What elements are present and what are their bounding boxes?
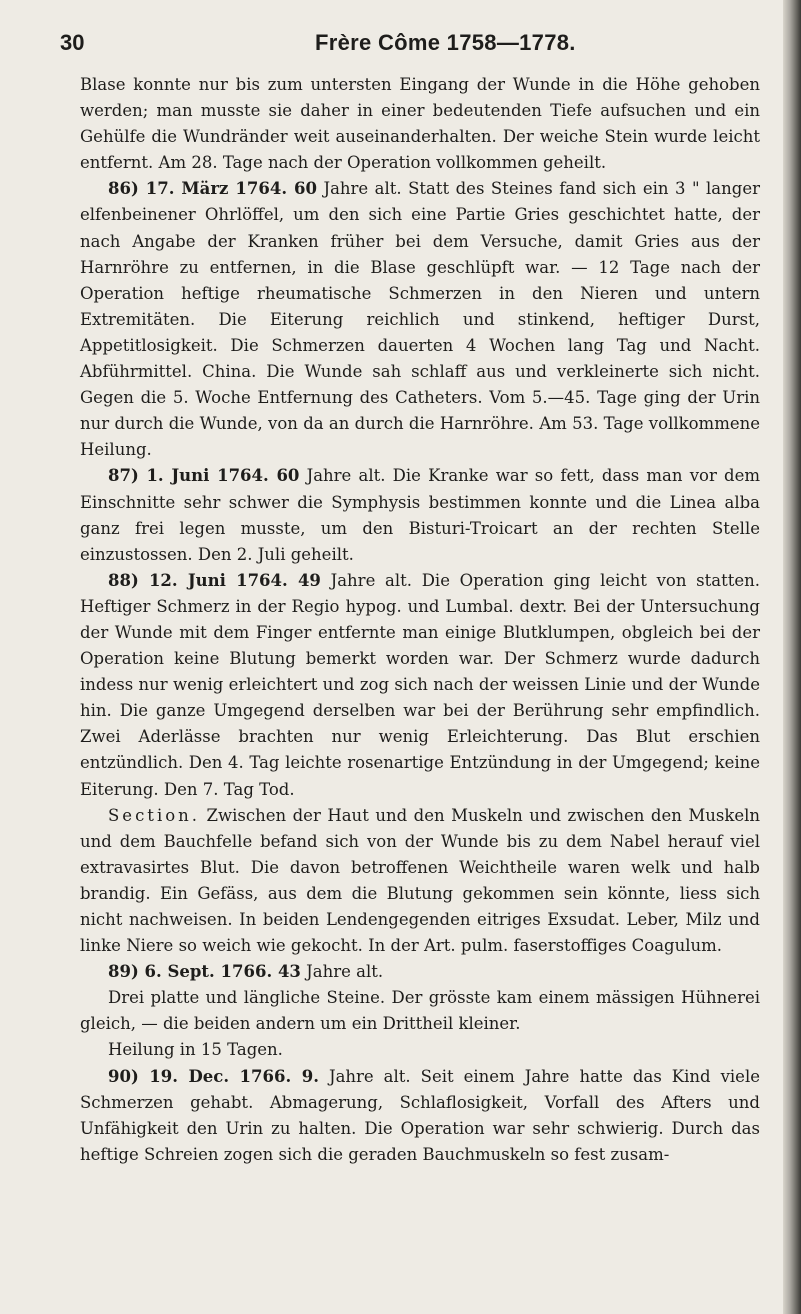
case-heading: 86) 17. März 1764. 60 <box>108 179 317 199</box>
section-autopsy <box>80 803 760 960</box>
case-entry-88 <box>80 568 760 803</box>
page-body <box>80 72 760 1168</box>
paragraph-stones <box>80 985 760 1037</box>
section-label: Section. <box>108 805 201 825</box>
running-title: Frère Côme 1758—1778. <box>315 30 576 55</box>
paragraph-text: Jahre alt. Statt des Steines fand sich ein 3 " langer elfenbeinener Ohrlöffel, um den sich eine Partie Gries geschichtet hatte, der nach Angabe der Kranken früher bei dem Versuche, damit Gries aus der Harnröhre zu entfernen, in die Blase geschlüpft war. — 12 Tage nach der Operation heftige rheumatische Schmerzen in den Nieren und untern Extremitäten. Die Eiterung reichlich und stinkend, heftiger Durst, Appetitlosigkeit. Die Schmerzen dauerten 4 Wochen lang Tag und Nacht. Abführmittel. China. Die Wunde sah schlaff aus und verkleinerte sich nicht. Gegen die 5. Woche Entfernung des Catheters. Vom 5.—45. Tage ging der Urin nur durch die Wunde, von da an durch die Harnröhre. Am 53. Tage vollkommene Heilung. <box>80 179 760 460</box>
paragraph-text: Jahre alt. Die Operation ging leicht von statten. Heftiger Schmerz in der Regio hypog. und Lumbal. dextr. Bei der Untersuchung der Wunde mit dem Finger entfernte man einige Blutklumpen, obgleich bei der Operation keine Blutung bemerkt worden war. Der Schmerz wurde dadurch indess nur wenig erleichtert und zog sich nach der weissen Linie und der Wunde hin. Die ganze Umgegend derselben war bei der Berührung sehr empfindlich. Zwei Aderlässe brachten nur wenig Erleichterung. Das Blut erschien entzündlich. Den 4. Tag leichte rosenartige Entzündung in der Umgegend; keine Eiterung. Den 7. Tag Tod. <box>80 570 760 799</box>
case-entry-87 <box>80 463 760 567</box>
paragraph-healing <box>80 1037 760 1063</box>
case-heading: 87) 1. Juni 1764. 60 <box>108 466 300 486</box>
page-number: 30 <box>60 30 85 55</box>
case-heading: 90) 19. Dec. 1766. 9. <box>108 1066 319 1086</box>
paragraph-text: Blase konnte nur bis zum untersten Eingang der Wunde in die Höhe gehoben werden; man musste sie daher in einer bedeutenden Tiefe aufsuchen und ein Gehülfe die Wundränder weit auseinanderhalten. Der weiche Stein wurde leicht entfernt. Am 28. Tage nach der Operation vollkommen geheilt. <box>80 75 760 173</box>
case-entry-90 <box>80 1064 760 1168</box>
page-header <box>60 30 761 60</box>
paragraph-text: Zwischen der Haut und den Muskeln und zwischen den Muskeln und dem Bauchfelle befand sich von der Wunde bis zu dem Nabel herauf viel extravasirtes Blut. Die davon betroffenen Weichtheile waren welk und halb brandig. Ein Gefäss, aus dem die Blutung gekommen sein könnte, liess sich nicht nachweisen. In beiden Lendengegenden eitriges Exsudat. Leber, Milz und linke Niere so weich wie gekocht. In der Art. pulm. faserstoffiges Coagulum. <box>80 805 760 956</box>
paragraph-text: Jahre alt. <box>300 962 384 982</box>
case-entry-89 <box>80 959 760 985</box>
paragraph-text: Heilung in 15 Tagen. <box>108 1040 283 1060</box>
case-entry-86 <box>80 176 760 463</box>
case-heading: 88) 12. Juni 1764. 49 <box>108 570 321 590</box>
paragraph-text: Jahre alt. Seit einem Jahre hatte das Kind viele Schmerzen gehabt. Abmagerung, Schlaflosigkeit, Vorfall des Afters und Unfähigkeit den Urin zu halten. Die Operation war sehr schwierig. Durch das heftige Schreien zogen sich die geraden Bauchmuskeln so fest zusam- <box>80 1066 760 1164</box>
paragraph-text: Jahre alt. Die Kranke war so fett, dass man vor dem Einschnitte sehr schwer die Symphysis bestimmen konnte und die Linea alba ganz frei legen musste, um den Bisturi-Troicart an der rechten Stelle einzustossen. Den 2. Juli geheilt. <box>80 466 760 564</box>
paragraph-text: Drei platte und längliche Steine. Der grösste kam einem mässigen Hühnerei gleich, — die beiden andern um ein Drittheil kleiner. <box>80 988 760 1034</box>
page-edge-shadow <box>783 0 801 1314</box>
paragraph-continuation <box>80 72 760 176</box>
case-heading: 89) 6. Sept. 1766. 43 <box>108 962 301 982</box>
